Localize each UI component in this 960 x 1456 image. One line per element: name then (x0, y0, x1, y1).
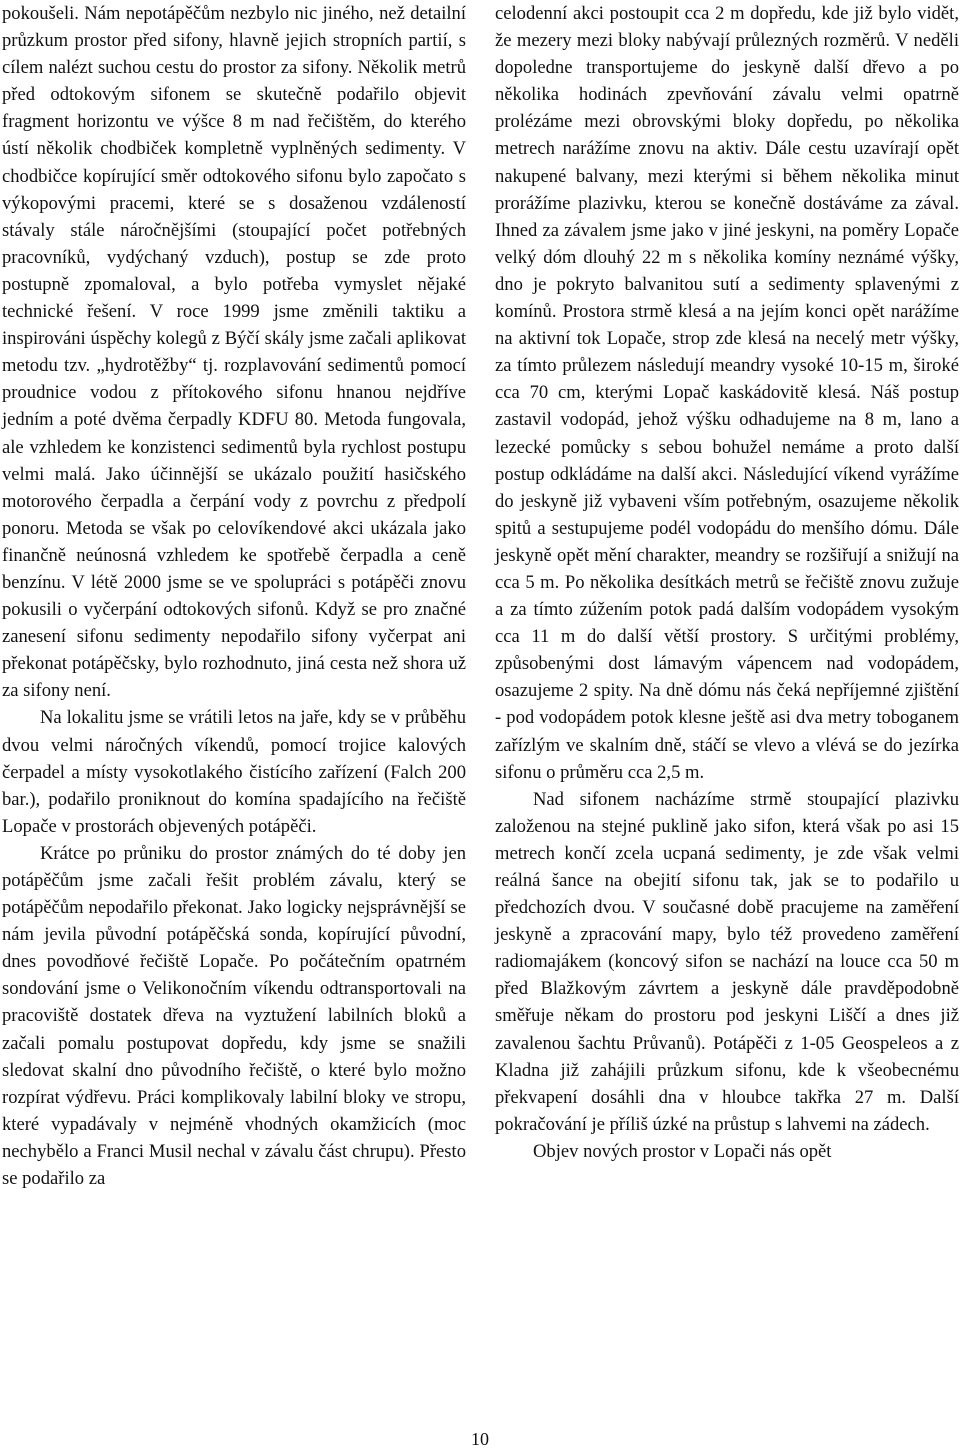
paragraph: celodenní akci postoupit cca 2 m dopředu, kde již bylo vidět, že mezery mezi bloky nabývají průlezných rozměrů. V neděli dopoledne transportujeme do jeskyně další dřevo a po několika hodinách zpevňování závalu velmi opatrně prolézáme mezi obrovskými bloky dopředu, po několika metrech narážíme znovu na aktiv. Dále cestu uzavírají opět nakupené balvany, mezi kterými si během několika minut prorážíme plazivku, kterou se konečně dostáváme za zával. Ihned za závalem jsme jako v jiné jeskyni, na poměry Lopače velký dóm dlouhý 22 m s několika komíny neznámé výšky, dno je pokryto balvanitou sutí a sedimenty splavenými z komínů. Prostora strmě klesá a na jejím konci opět narážíme na aktivní tok Lopače, strop zde klesá na necelý metr výšky, za tímto průlezem následují meandry vysoké 10-15 m, široké cca 70 cm, kterými Lopač kaskádovitě klesá. Náš postup zastavil vodopád, jehož výšku odhadujeme na 8 m, lano a lezecké pomůcky s sebou bohužel nemáme a proto další postup odkládáme na další akci. Následující víkend vyrážíme do jeskyně již vybaveni vším potřebným, osazujeme několik spitů a sestupujeme podél vodopádu do menšího dómu. Dále jeskyně opět mění charakter, meandry se rozšiřují a snižují na cca 5 m. Po několika desítkách metrů se řečiště znovu zužuje a za tímto zúžením potok padá dalším vodopádem vysokým cca 11 m do další větší prostory. S určitými problémy, způsobenými dost lámavým vápencem nad vodopádem, osazujeme 2 spity. Na dně dómu nás čeká nepříjemné zjištění - pod vodopádem potok klesne ještě asi dva metry toboganem zařízlým ve skalním dně, stáčí se vlevo a vlévá se do jezírka sifonu o průměru cca 2,5 m. (495, 3, 959, 783)
right-text-column (495, 0, 959, 1165)
paragraph: pokoušeli. Nám nepotápěčům nezbylo nic jiného, než detailní průzkum prostor před sifony, hlavně jejich stropních partií, s cílem nalézt suchou cestu do prostor za sifony. Několik metrů před odtokovým sifonem se skutečně podařilo objevit fragment horizontu ve výšce 8 m nad řečištěm, do kterého ústí několik chodbiček kompletně vyplněných sedimenty. V chodbičce kopírující směr odtokového sifonu bylo započato s výkopovými pracemi, které se s dosaženou vzdáleností stávaly stále náročnějšími (stoupající počet potřebných pracovníků, vydýchaný vzduch), postup se zde proto postupně zpomaloval, a bylo potřeba vymyslet nějaké technické řešení. V roce 1999 jsme změnili taktiku a inspirováni úspěchy kolegů z Býčí skály jsme začali aplikovat metodu tzv. „hydrotěžby“ tj. rozplavování sedimentů pomocí proudnice vodou z přítokového sifonu hnanou nejdříve jedním a poté dvěma čerpadly KDFU 80. Metoda fungovala, ale vzhledem ke konzistenci sedimentů byla rychlost postupu velmi malá. Jako účinnější se ukázalo použití hasičského motorového čerpadla a čerpání vody z povrchu z předpolí ponoru. Metoda se však po celovíkendové akci ukázala jako finančně neúnosná vzhledem ke spotřebě čerpadla a ceně benzínu. V létě 2000 jsme se ve spolupráci s potápěči znovu pokusili o vyčerpání odtokových sifonů. Když se pro značné zanesení sifonu sedimenty nepodařilo sifony vyčerpat ani překonat potápěčsky, bylo rozhodnuto, jiná cesta než shora už za sifony není. (2, 3, 466, 702)
page-number: 10 (471, 1429, 489, 1449)
paragraph: Nad sifonem nacházíme strmě stoupající plazivku založenou na stejné puklině jako sifon, která však po asi 15 metrech končí zcela ucpaná sedimenty, je zde však velmi reálná šance na obejití sifonu tak, jak se to podařilo u předchozích dvou. V současné době pracujeme na zaměření jeskyně a zpracování mapy, bylo též provedeno zaměření radiomajákem (koncový sifon se nachází na louce cca 50 m před Blažkovým závrtem a jeskyně dále pravděpodobně směřuje někam do prostoru pod jeskyni Liščí a dnes již zavalenou šachtu Průvanů). Potápěči z 1-05 Geospeleos a z Kladna již zahájili průzkum sifonu, kde k všeobecnému překvapení dosáhli dna v hloubce takřka 27 m. Další pokračování je příliš úzké na průstup s lahvemi na zádech. (495, 788, 959, 1135)
paragraph: Krátce po průniku do prostor známých do té doby jen potápěčům jsme začali řešit problém závalu, který se potápěčům nepodařilo překonat. Jako logicky nejsprávnější se nám jevila původní potápěčská sonda, kopírující původní, dnes povodňové řečiště Lopače. Po počátečním opatrném sondování jsme o Velikonočním víkendu odtransportovali na pracoviště dostatek dřeva na vyztužení labilních bloků a začali pomalu postupovat dopředu, kdy jsme se snažili sledovat skalní dno původního řečiště, o které bylo možno rozpírat výdřevu. Práci komplikovaly labilní bloky ve stropu, které vypadávaly v nejméně vhodných okamžicích (moc nechybělo a Franci Musil nechal v závalu část chrupu). Přesto se podařilo za (2, 842, 466, 1190)
left-text-column (2, 0, 466, 1192)
paragraph: Objev nových prostor v Lopači nás opět (533, 1140, 832, 1162)
paragraph: Na lokalitu jsme se vrátili letos na jaře, kdy se v průběhu dvou velmi náročných víkendů, pomocí trojice kalových čerpadel a místy vysokotlakého čistícího zařízení (Falch 200 bar.), podařilo proniknout do komína spadajícího na řečiště Lopače v prostorách objevených potápěči. (2, 707, 466, 837)
